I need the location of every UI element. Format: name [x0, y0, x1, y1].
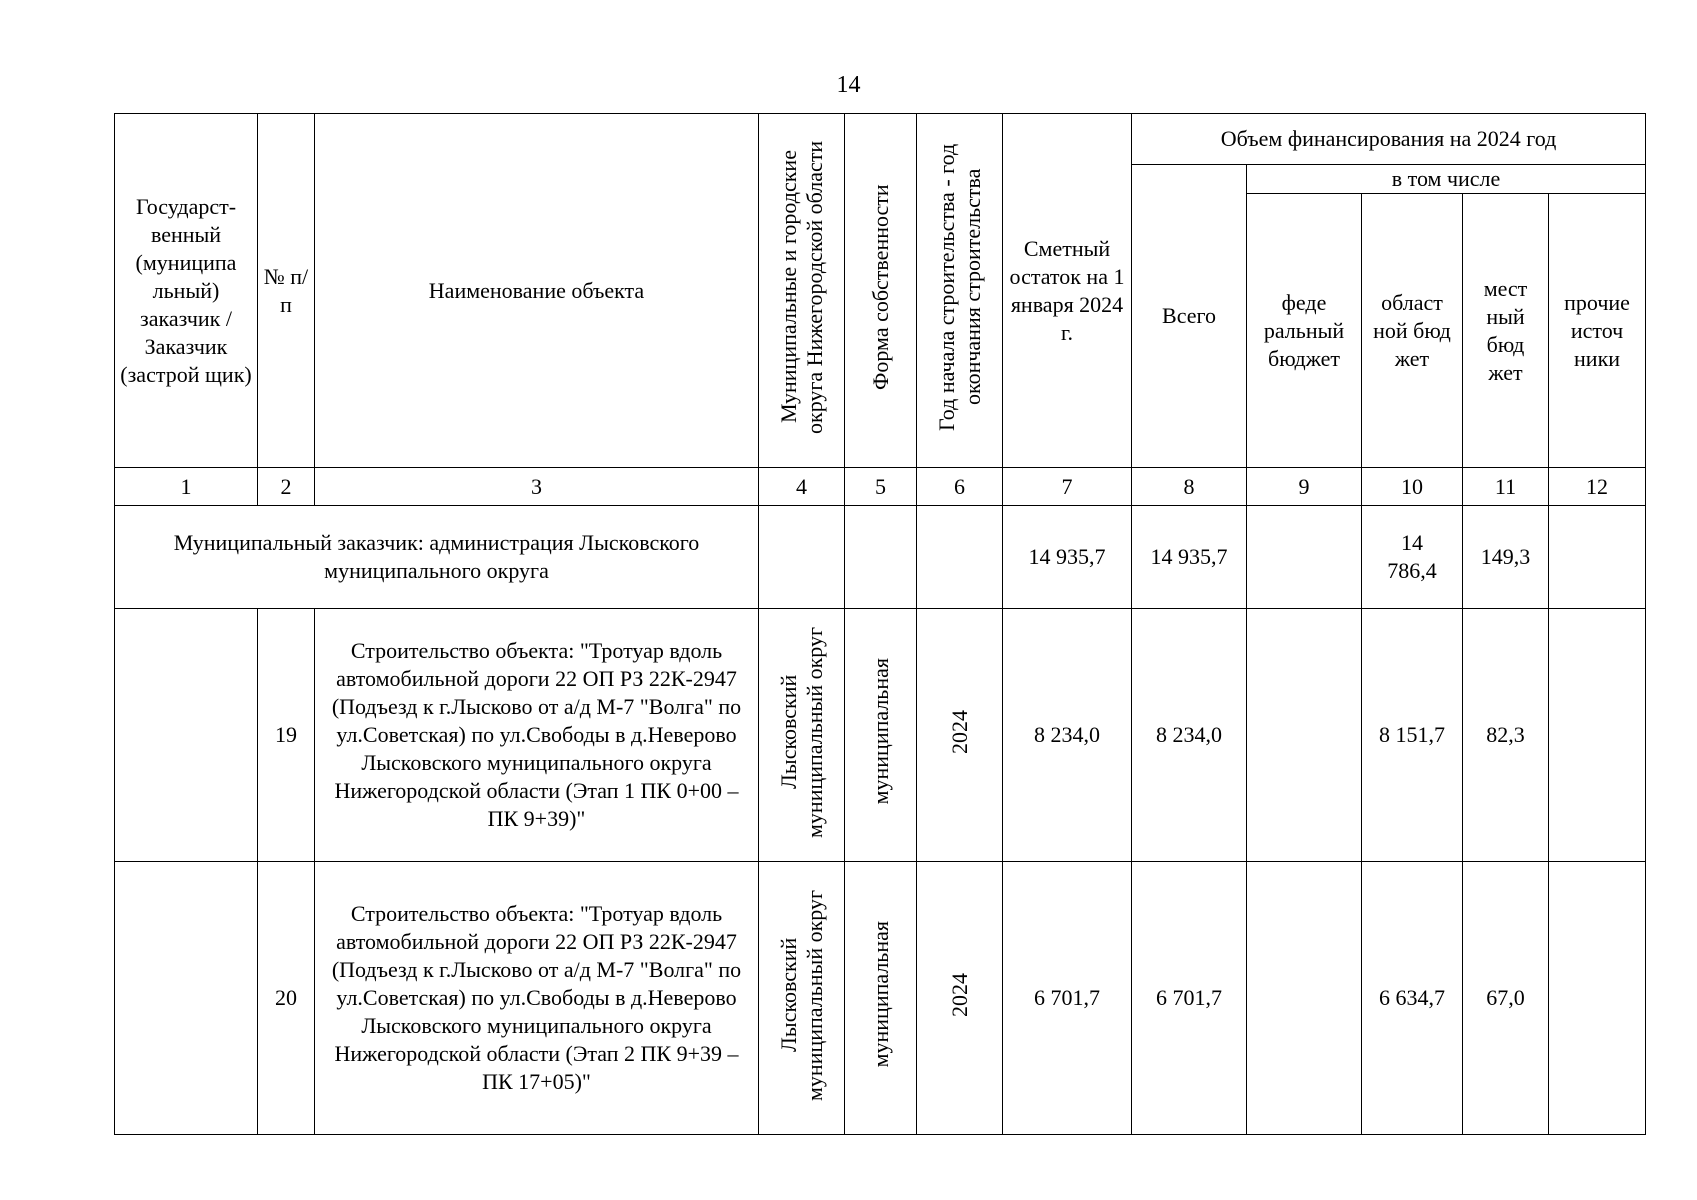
group-row: [115, 506, 1646, 609]
group-title: Муниципальный заказчик: администрация Лысковского муниципального округа: [115, 506, 759, 609]
group-other: [1549, 506, 1646, 609]
header-estimate: Сметный остаток на 1 января 2024 г.: [1003, 114, 1132, 468]
row-federal: [1247, 609, 1362, 862]
row-regional: 8 151,7: [1362, 609, 1463, 862]
row-local: 67,0: [1463, 862, 1549, 1135]
group-years: [917, 506, 1003, 609]
row-local: 82,3: [1463, 609, 1549, 862]
row-municipality: Лысковский муниципальный округ: [759, 609, 845, 862]
financing-table: [114, 113, 1646, 1135]
row-other: [1549, 862, 1646, 1135]
row-regional: 6 634,7: [1362, 862, 1463, 1135]
header-local: мест ный бюд жет: [1463, 194, 1549, 468]
column-number: 10: [1362, 468, 1463, 506]
row-object-name: Строительство объекта: "Тротуар вдоль автомобильной дороги 22 ОП РЗ 22К-2947 (Подъезд к г.Лысково от а/д М-7 "Волга" по ул.Советская) по ул.Свободы в д.Неверово Лысковского муниципального округа Нижегородской области (Этап 1 ПК 0+00 – ПК 9+39)": [315, 609, 759, 862]
row-federal: [1247, 862, 1362, 1135]
header-customer: Государст-венный (муниципа льный) заказчик / Заказчик (застрой щик): [115, 114, 258, 468]
table-row: [115, 609, 1646, 862]
header-other: прочие источ ники: [1549, 194, 1646, 468]
header-regional: област ной бюд жет: [1362, 194, 1463, 468]
row-object-name: Строительство объекта: "Тротуар вдоль автомобильной дороги 22 ОП РЗ 22К-2947 (Подъезд к г.Лысково от а/д М-7 "Волга" по ул.Советская) по ул.Свободы в д.Неверово Лысковского муниципального округа Нижегородской области (Этап 2 ПК 9+39 – ПК 17+05)": [315, 862, 759, 1135]
row-number: 20: [258, 862, 315, 1135]
group-regional: 14 786,4: [1362, 506, 1463, 609]
group-estimate: 14 935,7: [1003, 506, 1132, 609]
header-municipality: Муниципальные и городские округа Нижегородской области: [759, 114, 845, 468]
column-number: 7: [1003, 468, 1132, 506]
column-number: 11: [1463, 468, 1549, 506]
column-number: 6: [917, 468, 1003, 506]
table-row: [115, 862, 1646, 1135]
column-number: 5: [845, 468, 917, 506]
row-other: [1549, 609, 1646, 862]
row-years: 2024: [917, 609, 1003, 862]
group-ownership: [845, 506, 917, 609]
group-local: 149,3: [1463, 506, 1549, 609]
column-number: 3: [315, 468, 759, 506]
row-estimate: 8 234,0: [1003, 609, 1132, 862]
header-federal: феде ральный бюджет: [1247, 194, 1362, 468]
row-number: 19: [258, 609, 315, 862]
group-municipality: [759, 506, 845, 609]
row-total: 8 234,0: [1132, 609, 1247, 862]
row-customer: [115, 862, 258, 1135]
header-funding: Объем финансирования на 2024 год: [1132, 114, 1646, 165]
header-years: Год начала строительства - год окончания строительства: [917, 114, 1003, 468]
header-ownership: Форма собственности: [845, 114, 917, 468]
column-number: 8: [1132, 468, 1247, 506]
row-municipality: Лысковский муниципальный округ: [759, 862, 845, 1135]
header-total: Всего: [1132, 165, 1247, 468]
column-number-row: [115, 468, 1646, 506]
row-years: 2024: [917, 862, 1003, 1135]
row-ownership: муниципальная: [845, 862, 917, 1135]
row-total: 6 701,7: [1132, 862, 1247, 1135]
column-number: 4: [759, 468, 845, 506]
row-ownership: муниципальная: [845, 609, 917, 862]
column-number: 2: [258, 468, 315, 506]
page-number: 14: [836, 72, 861, 98]
header-object-name: Наименование объекта: [315, 114, 759, 468]
header-including: в том числе: [1247, 165, 1646, 194]
column-number: 12: [1549, 468, 1646, 506]
group-federal: [1247, 506, 1362, 609]
column-number: 9: [1247, 468, 1362, 506]
row-estimate: 6 701,7: [1003, 862, 1132, 1135]
group-total: 14 935,7: [1132, 506, 1247, 609]
row-customer: [115, 609, 258, 862]
column-number: 1: [115, 468, 258, 506]
header-number: № п/п: [258, 114, 315, 468]
